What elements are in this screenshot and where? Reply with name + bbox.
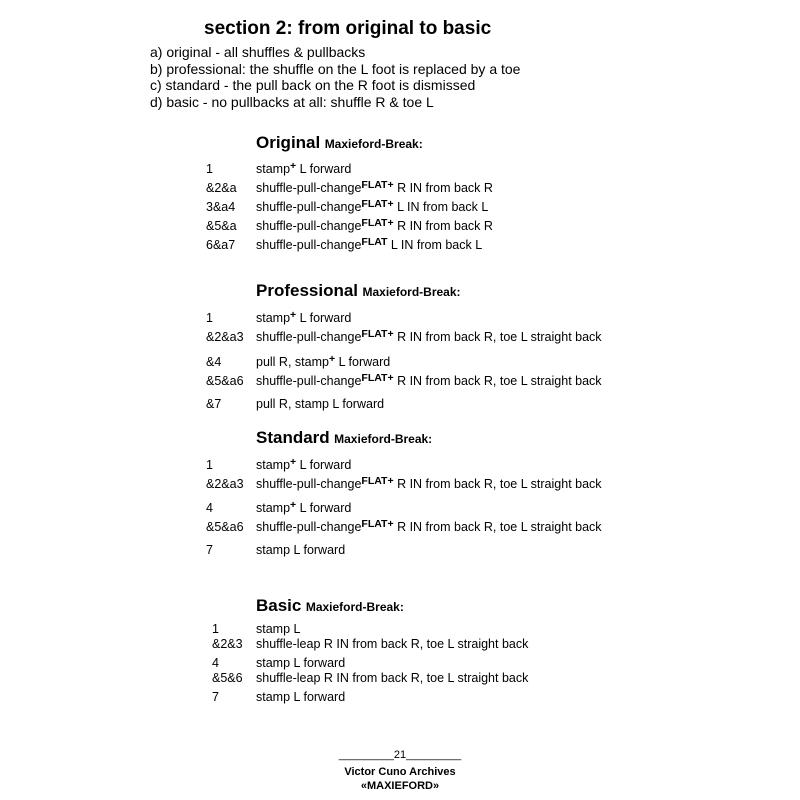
step-count: &2&a3 xyxy=(206,477,244,491)
step-text: stamp L forward xyxy=(256,690,346,704)
step-count: 1 xyxy=(212,622,219,636)
step-text: shuffle-pull-change$^{FLAT+}$ R IN from back R xyxy=(256,179,493,195)
step-count: &4 xyxy=(206,355,222,369)
section-suffix: Maxieford-Break: xyxy=(362,285,461,299)
section-suffix: Maxieford-Break: xyxy=(334,432,433,446)
step-mark: + xyxy=(290,160,297,172)
page-title: section 2: from original to basic xyxy=(204,18,492,39)
step-text: pull R, stamp L forward xyxy=(256,397,385,411)
section-name: Original xyxy=(256,133,321,152)
step-text: stamp L forward xyxy=(256,543,346,557)
step-text: shuffle-pull-change$^{FLAT+}$ R IN from back R, toe L straight back xyxy=(256,518,602,534)
step-text: stamp+ L forward xyxy=(256,456,352,472)
step-mark: FLAT+ xyxy=(361,372,394,384)
intro-item: b) professional: the shuffle on the L foot is replaced by a toe xyxy=(150,60,521,77)
step-mark: FLAT+ xyxy=(361,518,394,530)
section-suffix: Maxieford-Break: xyxy=(305,600,404,614)
step-count: 4 xyxy=(212,656,219,670)
step-text: shuffle-pull-change$^{FLAT+}$ R IN from back R, toe L straight back xyxy=(256,328,602,344)
section-name: Standard xyxy=(256,428,330,447)
step-mark: + xyxy=(290,456,297,468)
footer-archive: Victor Cuno Archives xyxy=(344,766,456,778)
step-text: stamp+ L forward xyxy=(256,499,352,515)
intro-item: d) basic - no pullbacks at all: shuffle R & toe L xyxy=(150,93,434,110)
step-text: shuffle-pull-change$^{FLAT}$ L IN from back L xyxy=(256,236,483,252)
step-mark: FLAT+ xyxy=(361,328,394,340)
step-count: 6&a7 xyxy=(206,238,236,252)
intro-item: a) original - all shuffles & pullbacks xyxy=(150,44,366,60)
section-heading xyxy=(256,281,461,301)
section-name: Basic xyxy=(256,596,302,615)
step-mark: FLAT+ xyxy=(361,179,394,191)
step-mark: + xyxy=(290,309,297,321)
page-number: _________21_________ xyxy=(338,749,462,761)
step-count: 1 xyxy=(206,162,213,176)
section-heading xyxy=(256,133,423,153)
step-text: shuffle-pull-change$^{FLAT+}$ R IN from back R, toe L straight back xyxy=(256,475,602,491)
step-count: 7 xyxy=(212,690,219,704)
step-text: stamp L xyxy=(256,622,301,636)
step-text: pull R, stamp+ L forward xyxy=(256,353,391,369)
step-text: stamp L forward xyxy=(256,656,346,670)
step-count: 1 xyxy=(206,458,213,472)
step-count: &2&a3 xyxy=(206,330,244,344)
step-count: 7 xyxy=(206,543,213,557)
footer-collection: «MAXIEFORD» xyxy=(360,780,440,792)
step-mark: FLAT+ xyxy=(361,475,394,487)
step-count: 3&a4 xyxy=(206,200,236,214)
step-count: &5&a6 xyxy=(206,374,244,388)
step-text: shuffle-leap R IN from back R, toe L straight back xyxy=(256,671,529,685)
step-text: stamp+ L forward xyxy=(256,160,352,176)
step-count: &2&3 xyxy=(212,637,243,651)
section-name: Professional xyxy=(256,281,359,300)
step-text: stamp+ L forward xyxy=(256,309,352,325)
step-mark: + xyxy=(328,353,336,365)
section-suffix: Maxieford-Break: xyxy=(324,137,423,151)
step-text: shuffle-pull-change$^{FLAT+}$ R IN from back R xyxy=(256,217,493,233)
section-heading xyxy=(256,428,432,448)
intro-list xyxy=(150,44,520,110)
step-mark: FLAT xyxy=(361,236,388,248)
step-text: shuffle-pull-change$^{FLAT+}$ R IN from back R, toe L straight back xyxy=(256,372,602,388)
step-text: shuffle-leap R IN from back R, toe L straight back xyxy=(256,637,529,651)
step-count: &5&a6 xyxy=(206,520,244,534)
intro-item: c) standard - the pull back on the R foot is dismissed xyxy=(150,77,476,93)
step-count: &7 xyxy=(206,397,222,411)
step-count: &5&6 xyxy=(212,671,243,685)
step-mark: FLAT+ xyxy=(361,198,394,210)
step-mark: FLAT+ xyxy=(361,217,394,229)
step-count: &2&a xyxy=(206,181,237,195)
step-count: &5&a xyxy=(206,219,237,233)
step-count: 4 xyxy=(206,501,213,515)
step-mark: + xyxy=(290,499,297,511)
step-count: 1 xyxy=(206,311,213,325)
section-heading xyxy=(256,596,404,616)
step-text: shuffle-pull-change$^{FLAT+}$ L IN from back L xyxy=(256,198,489,214)
